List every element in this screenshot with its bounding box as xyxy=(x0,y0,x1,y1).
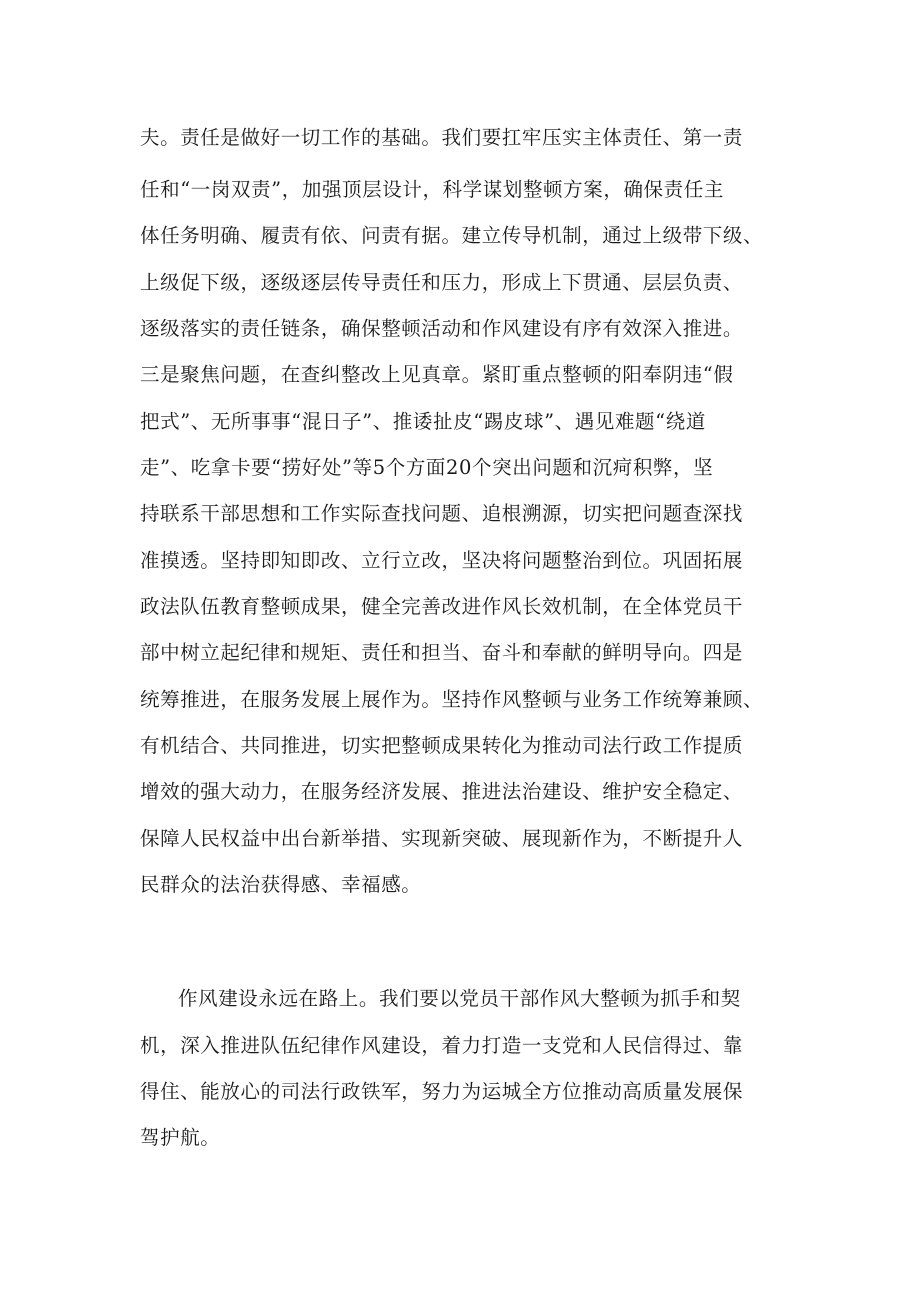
text-line: 把式”、无所事事“混日子”、推诿扯皮“踢皮球”、遇见难题“绕道 xyxy=(140,410,706,433)
text-line: 民群众的法治获得感、幸福感。 xyxy=(140,873,422,896)
text-line: 统筹推进，在服务发展上展作为。坚持作风整顿与业务工作统筹兼顾、 xyxy=(140,688,764,711)
text-line: 逐级落实的责任链条，确保整顿活动和作风建设有序有效深入推进。 xyxy=(140,317,744,340)
text-line: 驾护航。 xyxy=(140,1126,221,1149)
text-line: 部中树立起纪律和规矩、责任和担当、奋斗和奉献的鲜明导向。四是 xyxy=(140,641,744,664)
text-line: 政法队伍教育整顿成果，健全完善改进作风长效机制，在全体党员干 xyxy=(140,595,744,618)
text-line: 准摸透。坚持即知即改、立行立改，坚决将问题整治到位。巩固拓展 xyxy=(140,549,744,572)
text-line: 有机结合、共同推进，切实把整顿成果转化为推动司法行政工作提质 xyxy=(140,734,744,757)
text-line: 上级促下级，逐级逐层传导责任和压力，形成上下贯通、层层负责、 xyxy=(140,271,744,294)
text-line: 作风建设永远在路上。我们要以党员干部作风大整顿为抓手和契 xyxy=(178,987,741,1010)
text-line: 任和“一岗双责”，加强顶层设计，科学谋划整顿方案，确保责任主 xyxy=(140,178,724,201)
text-line: 保障人民权益中出台新举措、实现新突破、展现新作为，不断提升人 xyxy=(140,827,744,850)
text-line: 三是聚焦问题，在查纠整改上见真章。紧盯重点整顿的阳奉阴违“假 xyxy=(140,363,734,386)
text-line: 体任务明确、履责有依、问责有据。建立传导机制，通过上级带下级、 xyxy=(140,224,764,247)
text-line: 走”、吃拿卡要“捞好处”等5个方面20个突出问题和沉疴积弊，坚 xyxy=(140,456,714,479)
text-line: 持联系干部思想和工作实际查找问题、追根溯源，切实把问题查深找 xyxy=(140,502,744,525)
text-line: 得住、能放心的司法行政铁军，努力为运城全方位推动高质量发展保 xyxy=(140,1080,744,1103)
text-line: 机，深入推进队伍纪律作风建设，着力打造一支党和人民信得过、靠 xyxy=(140,1034,744,1057)
text-line: 增效的强大动力，在服务经济发展、推进法治建设、维护安全稳定、 xyxy=(140,780,744,803)
text-line: 夫。责任是做好一切工作的基础。我们要扛牢压实主体责任、第一责 xyxy=(140,126,744,149)
